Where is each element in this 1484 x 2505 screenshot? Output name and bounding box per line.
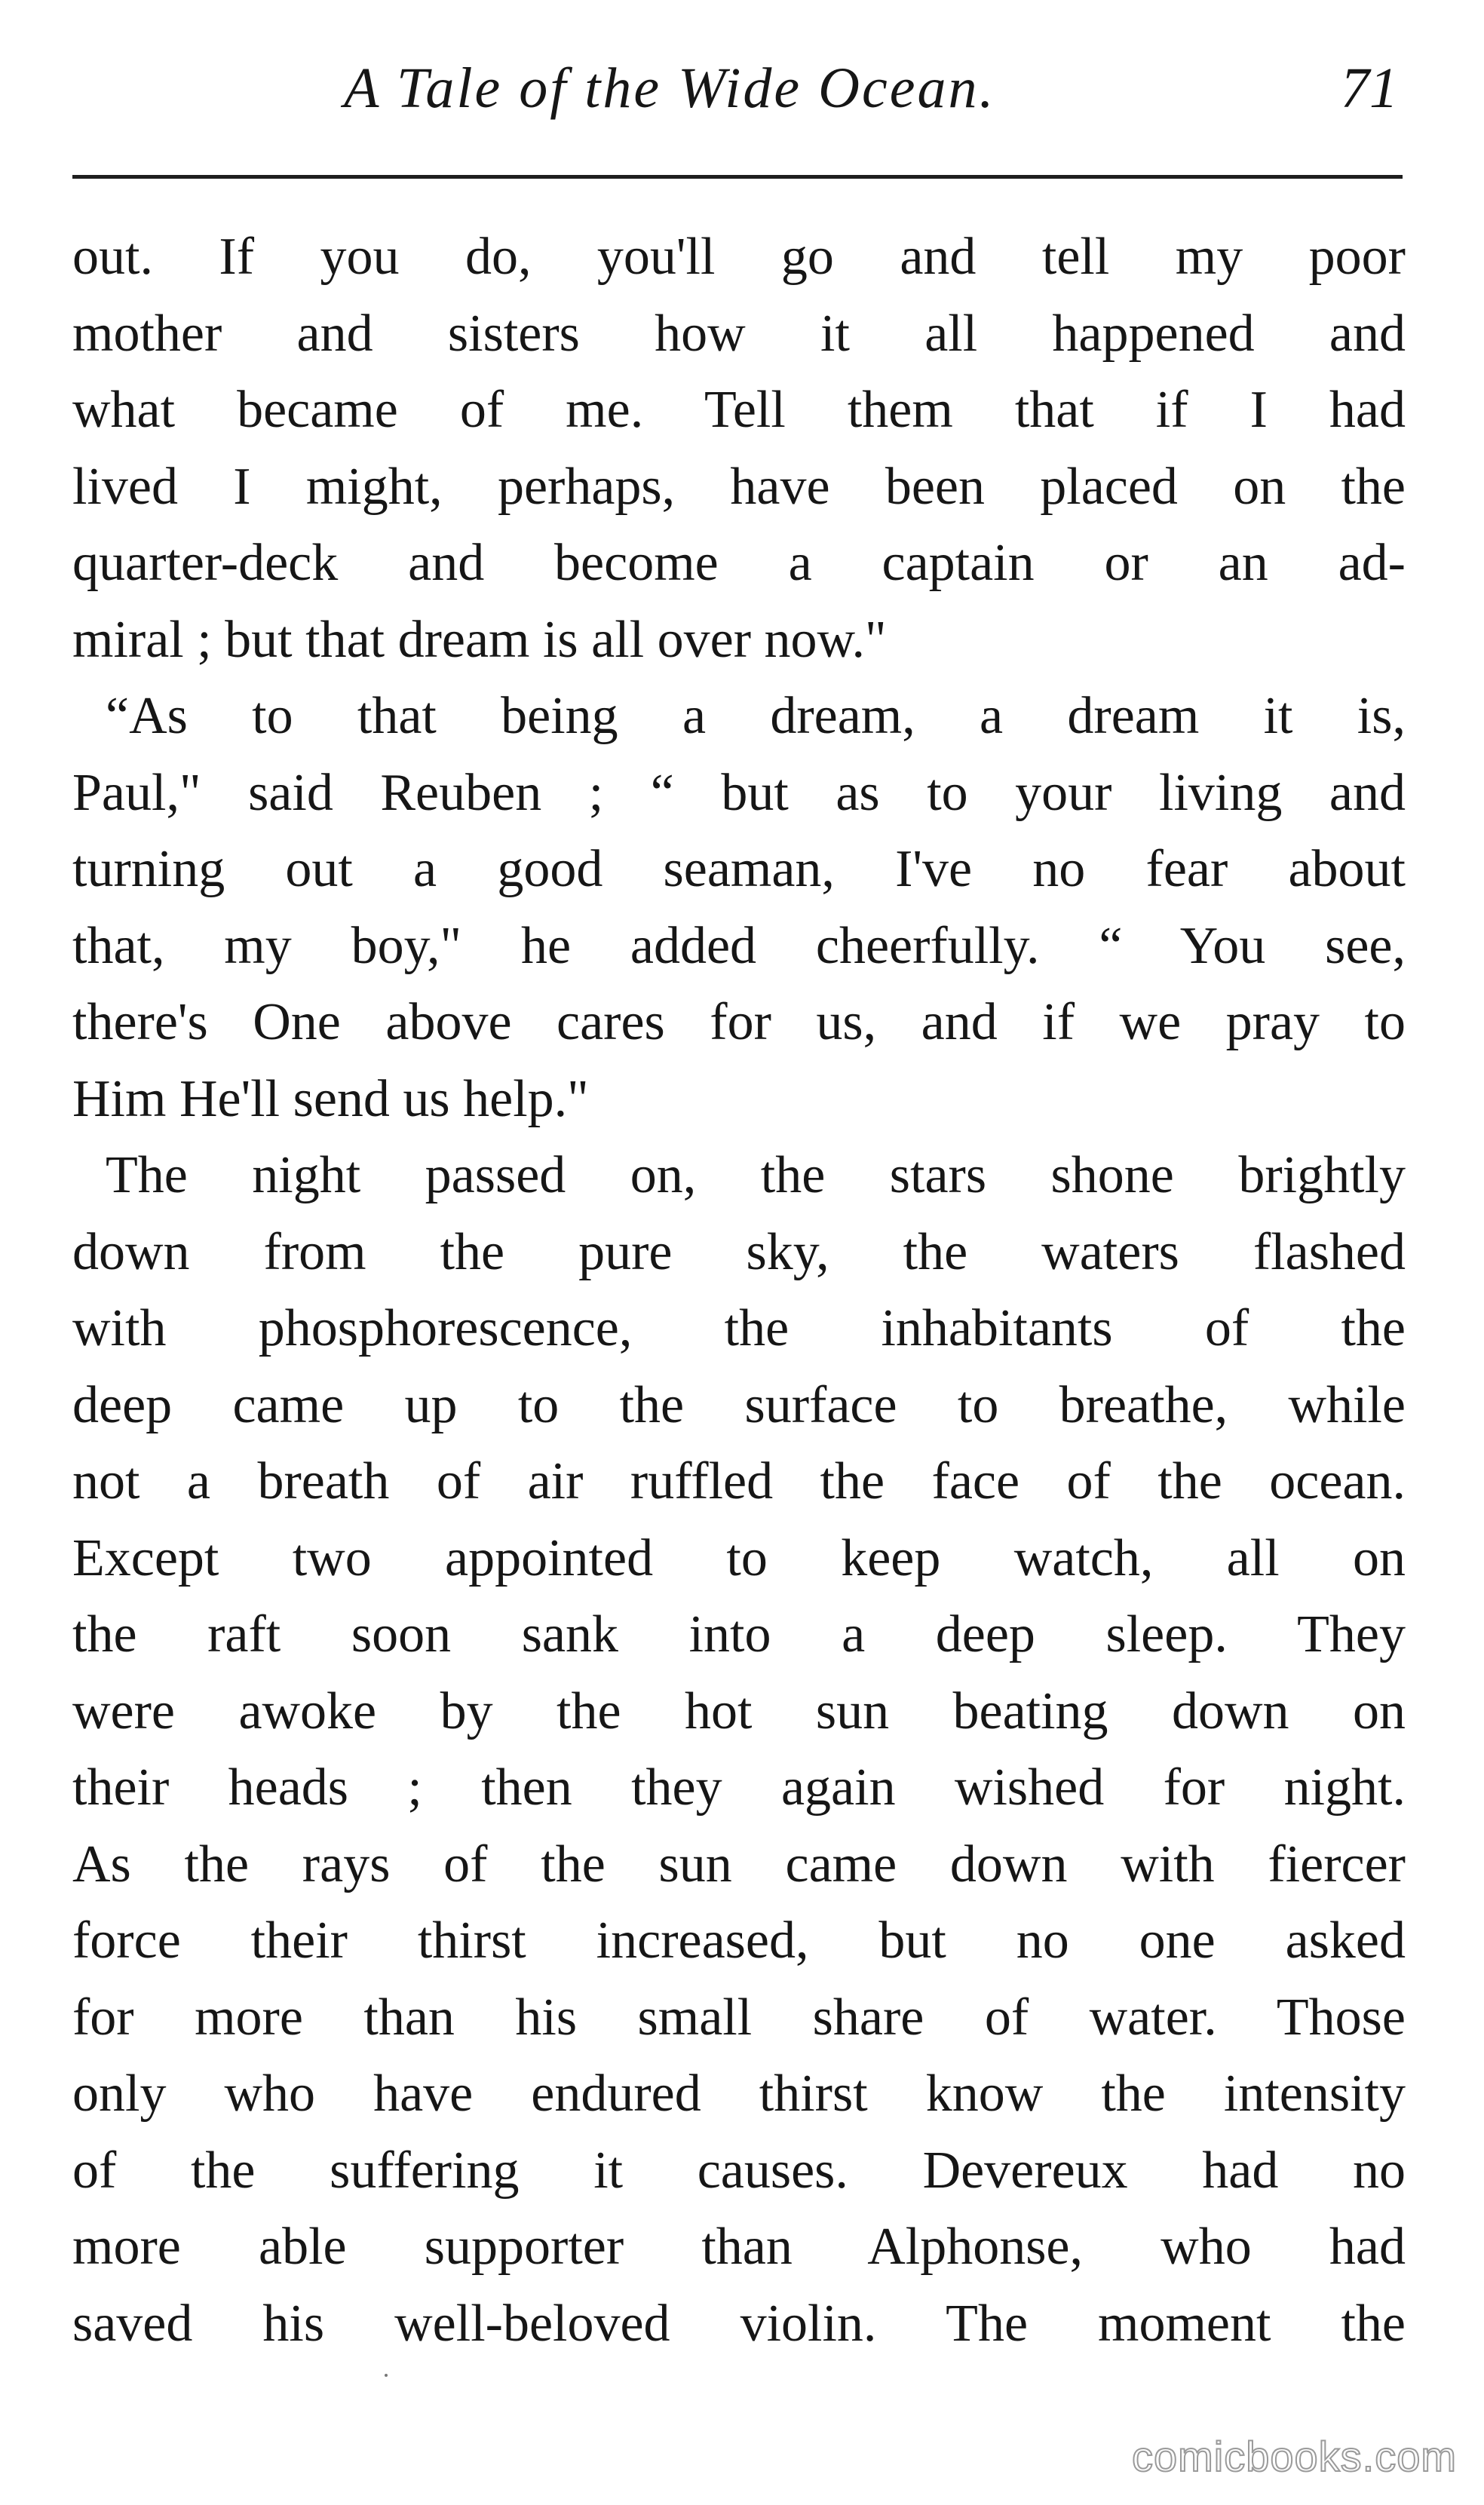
text-line: there's One above cares for us, and if we pray to: [72, 993, 1406, 1051]
text-line: The night passed on, the stars shone brightly: [106, 1146, 1406, 1204]
header-rule: [72, 175, 1403, 179]
text-line: their heads ; then they again wished for night.: [72, 1758, 1406, 1817]
text-line: not a breath of air ruffled the face of the ocean.: [72, 1452, 1406, 1510]
text-line: more able supporter than Alphonse, who had: [72, 2218, 1406, 2276]
text-line: only who have endured thirst know the intensity: [72, 2065, 1406, 2123]
text-line: the raft soon sank into a deep sleep. They: [72, 1605, 1406, 1663]
text-line: “As to that being a dream, a dream it is,: [106, 687, 1406, 745]
ink-speck: [385, 2374, 388, 2377]
text-line: miral ; but that dream is all over now.": [72, 610, 887, 669]
text-line: Him He'll send us help.": [72, 1069, 589, 1128]
text-line: force their thirst increased, but no one asked: [72, 1912, 1406, 1970]
running-header: [72, 50, 1403, 148]
text-line: with phosphorescence, the inhabitants of the: [72, 1299, 1406, 1357]
text-line: for more than his small share of water. Those: [72, 1988, 1406, 2047]
text-line: Paul," said Reuben ; “ but as to your living and: [72, 763, 1406, 822]
running-title: A Tale of the Wide Ocean.: [344, 57, 996, 120]
text-line: As the rays of the sun came down with fiercer: [72, 1835, 1406, 1893]
text-line: mother and sisters how it all happened and: [72, 304, 1406, 363]
text-line: saved his well-beloved violin. The moment the: [72, 2294, 1406, 2353]
text-line: of the suffering it causes. Devereux had no: [72, 2141, 1406, 2200]
watermark: comicbooks.com: [1131, 2433, 1457, 2480]
text-line: out. If you do, you'll go and tell my poor: [72, 228, 1406, 286]
text-line: what became of me. Tell them that if I had: [72, 381, 1406, 439]
text-line: deep came up to the surface to breathe, while: [72, 1375, 1406, 1434]
text-line: quarter-deck and become a captain or an ad-: [72, 534, 1406, 592]
text-line: lived I might, perhaps, have been placed on the: [72, 457, 1406, 516]
page-text: [72, 219, 1406, 2362]
page-number: 71: [1341, 57, 1398, 120]
text-line: turning out a good seaman, I've no fear about: [72, 840, 1406, 898]
text-line: were awoke by the hot sun beating down on: [72, 1682, 1406, 1740]
text-line: down from the pure sky, the waters flashed: [72, 1222, 1406, 1281]
text-line: that, my boy," he added cheerfully. “ You see,: [72, 916, 1406, 975]
text-line: Except two appointed to keep watch, all on: [72, 1528, 1406, 1587]
